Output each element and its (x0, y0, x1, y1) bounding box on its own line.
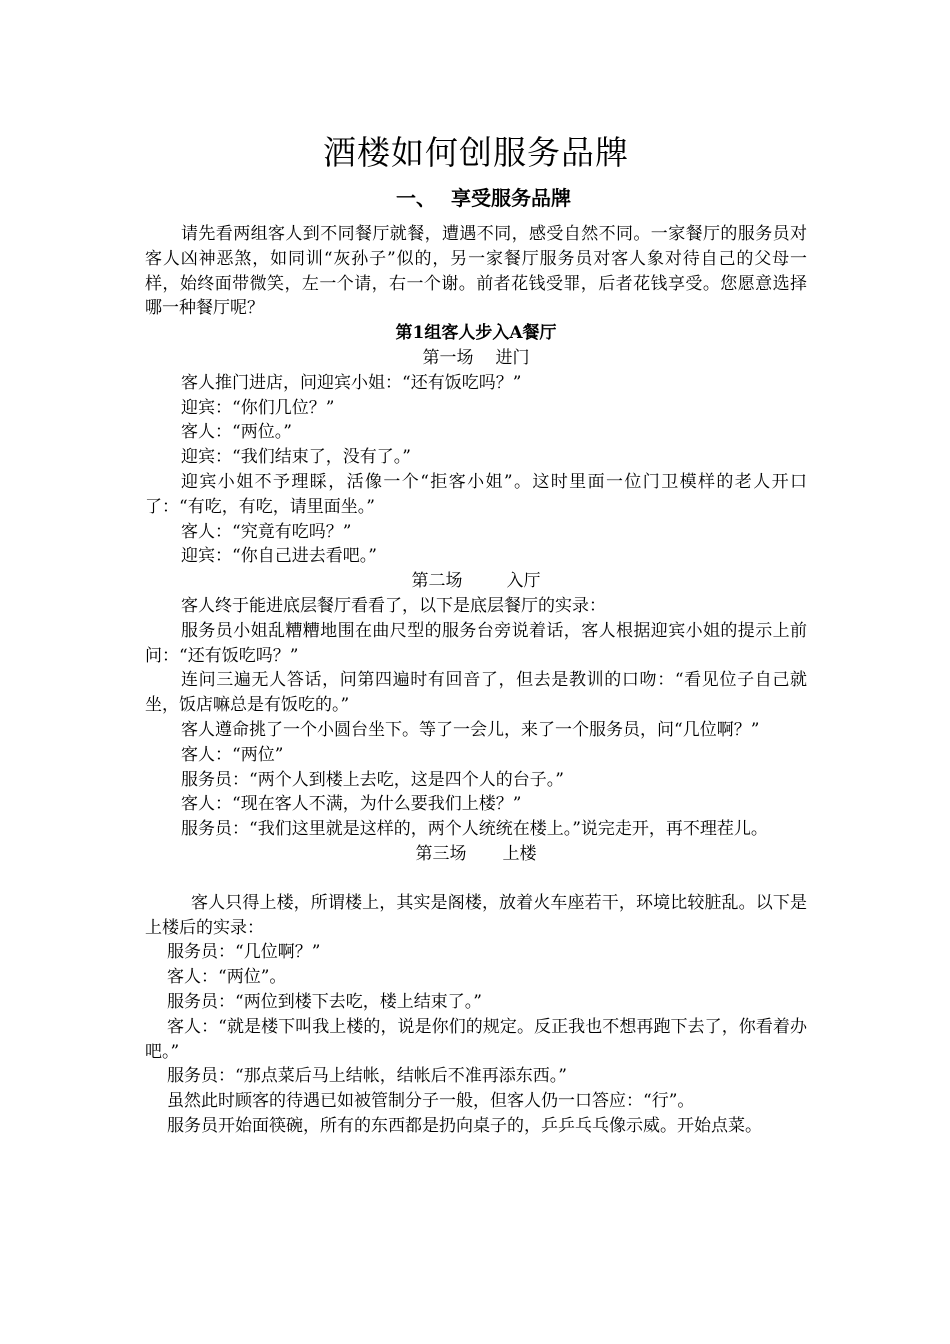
scene3-line: 虽然此时顾客的待遇已如被管制分子一般，但客人仍一口答应：“行”。 (167, 1091, 695, 1112)
scene2-line: 客人终于能进底层餐厅看看了，以下是底层餐厅的实录： (181, 595, 606, 616)
scene1-line: 迎宾：“你自己进去看吧。” (181, 546, 377, 567)
scene1-line: 客人推门进店，问迎宾小姐：“还有饭吃吗？” (181, 372, 522, 393)
scene2-line: 服务员小姐乱糟糟地围在曲尺型的服务台旁说着话，客人根据迎宾小姐的提示上前问：“还有饭吃吗？” (145, 620, 807, 666)
scene1-title (145, 346, 807, 371)
document-title: 酒楼如何创服务品牌 (323, 133, 629, 172)
scene1-line: 客人：“两位。” (181, 422, 292, 443)
scene2-label: 入厅 (506, 571, 541, 592)
scene2-line: 客人：“两位” (181, 744, 284, 765)
scene1-line: 迎宾：“你们几位？” (181, 397, 335, 418)
scene2-name: 第二场 (411, 571, 463, 592)
scene2-line: 连问三遍无人答话，问第四遍时有回音了，但去是教训的口吻：“看见位子自己就坐，饭店嘛总是有饭吃的。” (145, 670, 807, 716)
blank-line (145, 867, 807, 891)
scene3-title (145, 842, 807, 867)
scene3-lead: 客人只得上楼，所谓楼上，其实是阁楼，放着火车座若干，环境比较脏乱。以下是上楼后的实录： (145, 892, 807, 938)
scene3-line: 服务员：“那点菜后马上结帐，结帐后不准再添东西。” (167, 1066, 567, 1087)
scene2-line: 服务员：“我们这里就是这样的，两个人统统在楼上。”说完走开，再不理茬儿。 (181, 819, 768, 840)
scene1-line: 迎宾：“我们结束了，没有了。” (181, 447, 411, 468)
scene3-line: 客人：“就是楼下叫我上楼的，说是你们的规定。反正我也不想再跑下去了，你看着办吧。” (145, 1016, 807, 1062)
scene2-line: 客人：“现在客人不满，为什么要我们上楼？” (181, 794, 522, 815)
section-label: 享受服务品牌 (451, 186, 571, 210)
scene2-title (145, 569, 807, 594)
scene3-label: 上楼 (502, 843, 537, 864)
intro-paragraph: 请先看两组客人到不同餐厅就餐，遭遇不同，感受自然不同。一家餐厅的服务员对客人凶神恶煞，如同训“灰孙子”似的，另一家餐厅服务员对客人象对待自己的父母一样，始终面带微笑，左一个请，右一个谢。前者花钱受罪，后者花钱享受。您愿意选择哪一种餐厅呢？ (145, 224, 807, 319)
section-number: 一、 (396, 186, 436, 210)
scene3-name: 第三场 (415, 843, 467, 864)
scene3-line: 服务员开始面筷碗，所有的东西都是扔向桌子的，乒乒乓乓像示威。开始点菜。 (167, 1115, 762, 1136)
section-heading (145, 178, 807, 218)
scene2-line: 服务员：“两个人到楼上去吃，这是四个人的台子。” (181, 769, 564, 790)
scene1-label: 进门 (495, 347, 530, 368)
scene1-line: 客人：“究竟有吃吗？” (181, 521, 352, 542)
scene3-line: 客人：“两位”。 (167, 967, 287, 988)
scene3-line: 服务员：“两位到楼下去吃，楼上结束了。” (167, 991, 482, 1012)
scene3-line: 服务员：“几位啊？” (167, 942, 321, 963)
document-page (145, 128, 807, 1139)
scene1-name: 第一场 (422, 347, 474, 368)
group-heading: 第1组客人步入A餐厅 (395, 323, 557, 344)
scene2-line: 客人遵命挑了一个小圆台坐下。等了一会儿，来了一个服务员，问“几位啊？” (181, 719, 760, 740)
scene1-line: 迎宾小姐不予理睬，活像一个“拒客小姐”。这时里面一位门卫模样的老人开口了：“有吃，有吃，请里面坐。” (145, 471, 807, 517)
